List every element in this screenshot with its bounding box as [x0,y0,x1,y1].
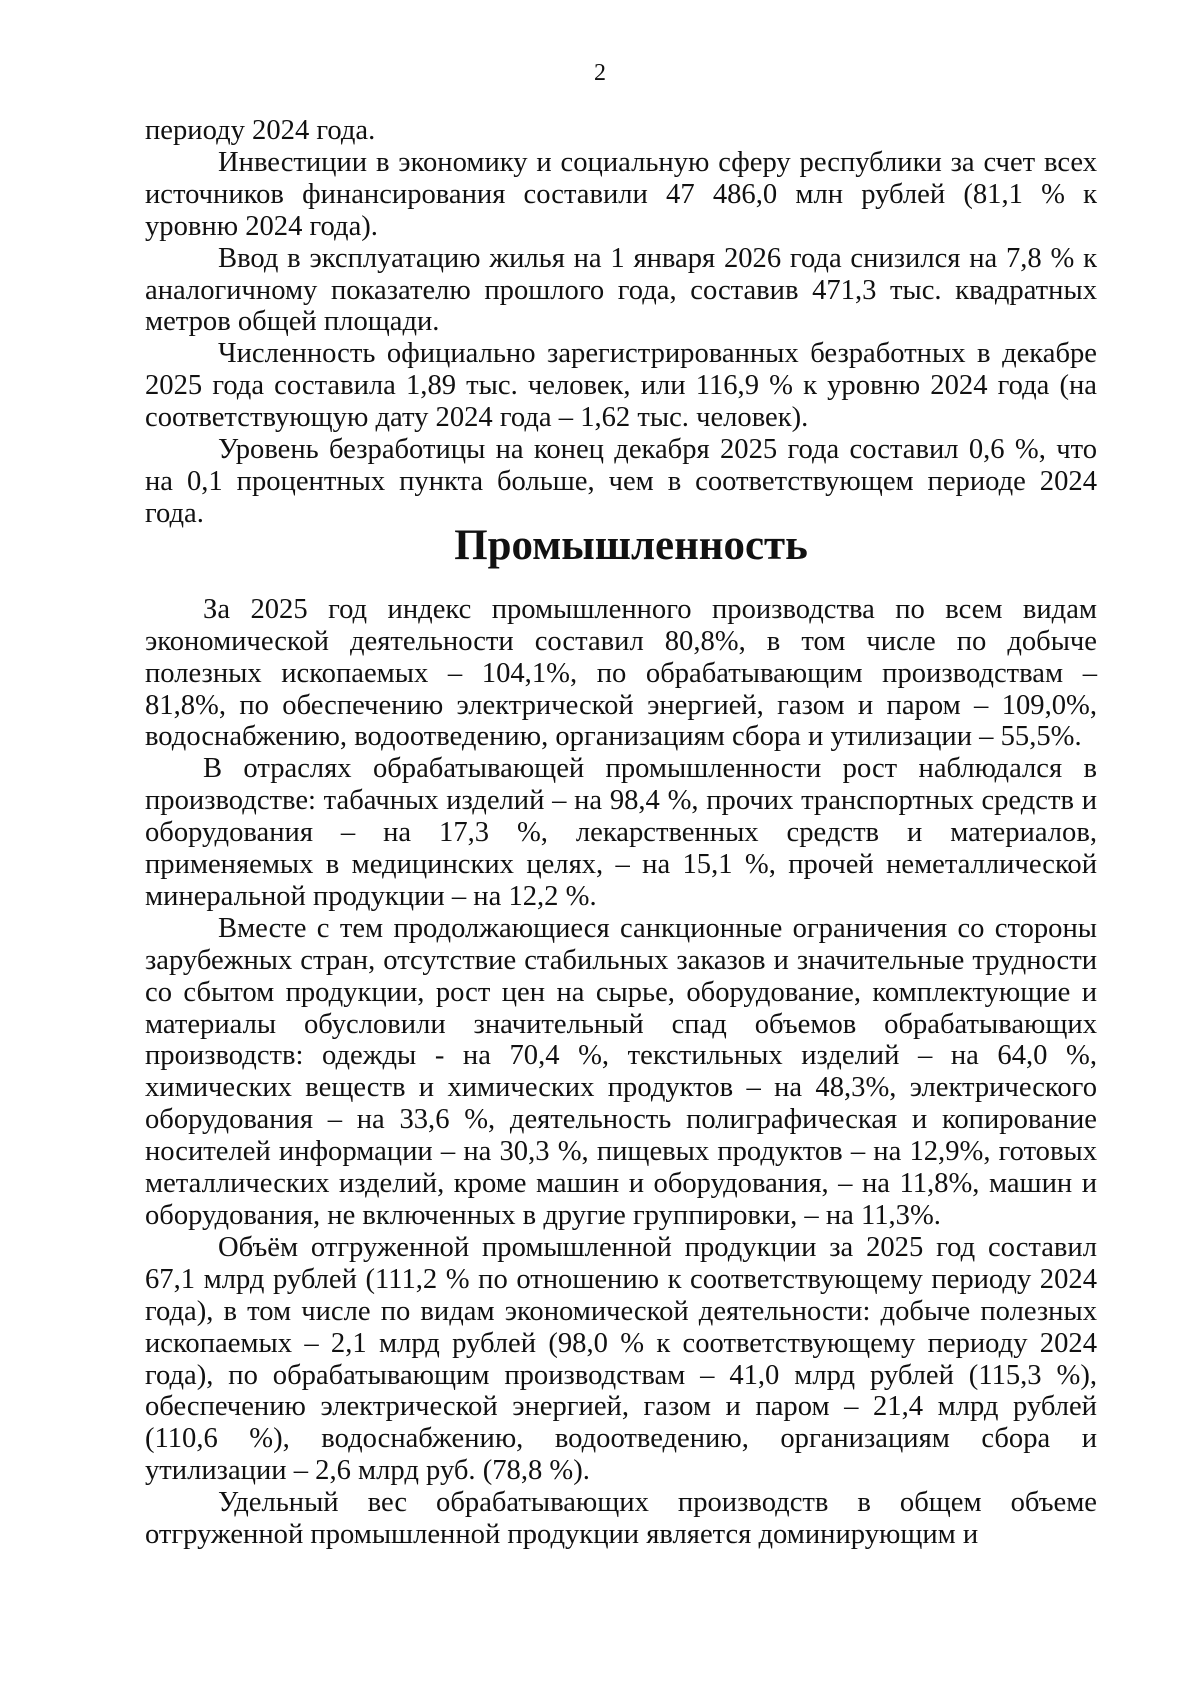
paragraph-housing: Ввод в эксплуатацию жилья на 1 января 2026 года снизился на 7,8 % к аналогичному показателю прошлого года, составив 471,3 тыс. квадратных метров общей площади. [145,242,1097,338]
document-body [145,115,1097,1551]
page-number: 2 [594,60,606,86]
section-title: Промышленность [454,521,808,569]
paragraph-manufacturing-growth: В отраслях обрабатывающей промышленности рост наблюдался в производстве: табачных изделий – на 98,4 %, прочих транспортных средств и оборудования – на 17,3 %, лекарственных средств и материалов, применяемых в медицинских целях, – на 15,1 %, прочей неметаллической минеральной продукции – на 12,2 %. [145,753,1097,912]
paragraph-continuation: периоду 2024 года. [145,115,376,146]
paragraph-manufacturing-decline: Вместе с тем продолжающиеся санкционные ограничения со стороны зарубежных стран, отсутствие стабильных заказов и значительные трудности со сбытом продукции, рост цен на сырье, оборудование, комплектующие и материалы обусловили значительный спад объемов обрабатывающих производств: одежды - на 70,4 %, текстильных изделий – на 64,0 %, химических веществ и химических продуктов – на 48,3%, электрического оборудования – на 33,6 %, деятельность полиграфическая и копирование носителей информации – на 30,3 %, пищевых продуктов – на 12,9%, готовых металлических изделий, кроме машин и оборудования, – на 11,8%, машин и оборудования, не включенных в другие группировки, – на 11,3%. [145,912,1097,1231]
paragraph-unemployed-count: Численность официально зарегистрированных безработных в декабре 2025 года составила 1,89 тыс. человек, или 116,9 % к уровню 2024 года (на соответствующую дату 2024 года – 1,62 тыс. человек). [145,338,1097,434]
paragraph-shipped-products: Объём отгруженной промышленной продукции за 2025 год составил 67,1 млрд рублей (111,2 % по отношению к соответствующему периоду 2024 года), в том числе по видам экономической деятельности: добыче полезных ископаемых – 2,1 млрд рублей (98,0 % к соответствующему периоду 2024 года), по обрабатывающим производствам – 41,0 млрд рублей (115,3 %), обеспечению электрической энергией, газом и паром – 21,4 млрд рублей (110,6 %), водоснабжению, водоотведению, организациям сбора и утилизации – 2,6 млрд руб. (78,8 %). [145,1231,1097,1487]
paragraph-investments: Инвестиции в экономику и социальную сферу республики за счет всех источников финансирования составили 47 486,0 млн рублей (81,1 % к уровню 2024 года). [145,146,1097,242]
paragraph-manufacturing-share: Удельный вес обрабатывающих производств в общем объеме отгруженной промышленной продукции является доминирующим и [145,1487,1097,1551]
paragraph-industrial-index: За 2025 год индекс промышленного производства по всем видам экономической деятельности составил 80,8%, в том числе по добыче полезных ископаемых – 104,1%, по обрабатывающим производствам – 81,8%, по обеспечению электрической энергией, газом и паром – 109,0%, водоснабжению, водоотведению, организациям сбора и утилизации – 55,5%. [145,593,1097,753]
paragraph-unemployment-rate: Уровень безработицы на конец декабря 2025 года составил 0,6 %, что на 0,1 процентных пункта больше, чем в соответствующем периоде 2024 года. [145,434,1097,529]
